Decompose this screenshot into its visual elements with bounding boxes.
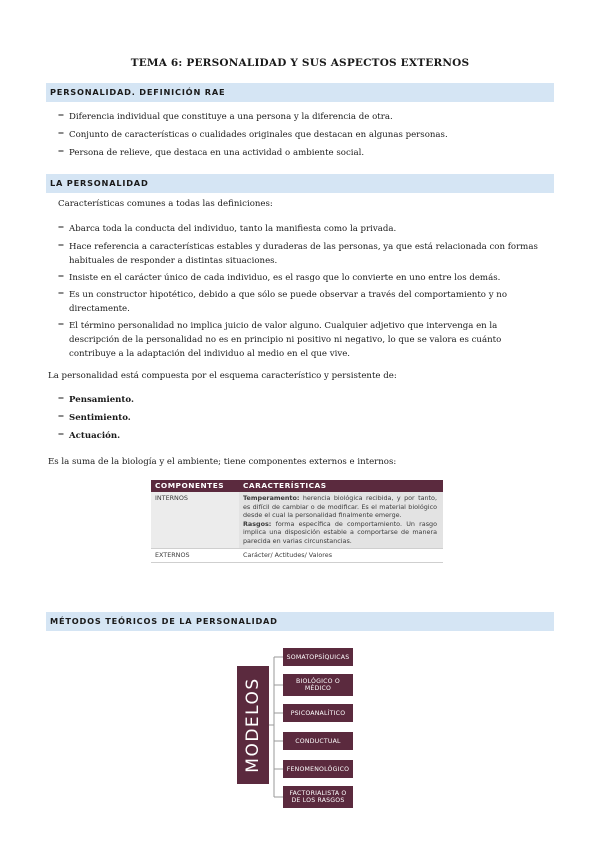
list-item: ‒ Diferencia individual que constituye a una persona y la diferencia de otra.	[58, 110, 448, 124]
model-box-somatopsiquicas	[283, 648, 353, 666]
model-box-factorialista	[283, 786, 353, 808]
list-item: ‒ Hace referencia a características estables y duraderas de las personas, ya que está relacionada con formas habituales de responder a distintas situaciones.	[58, 240, 538, 268]
list-item: ‒ Actuación.	[58, 429, 134, 443]
model-label: FACTORIALISTA O DE LOS RASGOS	[289, 790, 347, 804]
characteristics-intro: Características comunes a todas las definiciones:	[58, 199, 273, 209]
table-cell-characteristics	[239, 492, 443, 548]
model-box-fenomenologico	[283, 760, 353, 778]
models-root-label: MODELOS	[243, 677, 263, 773]
table-header-cell: CARACTERÍSTICAS	[243, 481, 327, 490]
list-item: ‒ Abarca toda la conducta del individuo, tanto la manifiesta como la privada.	[58, 222, 538, 236]
model-label: PSICOANALÍTICO	[290, 709, 346, 717]
components-list	[58, 393, 134, 443]
model-box-psicoanalitico	[283, 704, 353, 722]
section-heading-personalidad: LA PERSONALIDAD	[46, 174, 554, 193]
characteristics-list	[58, 222, 538, 361]
model-label: CONDUCTUAL	[295, 737, 341, 745]
list-item: ‒ Conjunto de características o cualidades originales que destacan en algunas personas.	[58, 128, 448, 142]
temperamento-text: herencia biológica recibida, y por tanto, es difícil de cambiar o de modificar. Es el material biológico desde el cual la personalidad finalmente emerge.	[243, 494, 437, 520]
section-heading-metodos: MÉTODOS TEÓRICOS DE LA PERSONALIDAD	[46, 612, 554, 631]
table-header-cell: COMPONENTES	[155, 481, 225, 490]
composition-text: La personalidad está compuesta por el esquema característico y persistente de:	[48, 371, 397, 381]
table-cell-characteristics: Carácter/ Actitudes/ Valores	[243, 550, 333, 559]
table-header-row	[151, 480, 443, 492]
model-label: SOMATOPSÍQUICAS	[286, 653, 350, 661]
list-item: ‒ Es un constructor hipotético, debido a que sólo se puede observar a través del comportamiento y no directamente.	[58, 288, 538, 316]
list-item: ‒ Pensamiento.	[58, 393, 134, 407]
rae-definitions-list	[58, 110, 448, 160]
rasgos-text: forma específica de comportamiento. Un rasgo implica una disposición estable a comportarse de manera parecida en varias circunstancias.	[243, 519, 437, 545]
table-cell-component: INTERNOS	[155, 494, 188, 502]
model-label: FENOMENOLÓGICO	[286, 765, 350, 773]
table-cell-component: EXTERNOS	[155, 550, 190, 559]
page-title: TEMA 6: PERSONALIDAD Y SUS ASPECTOS EXTERNOS	[130, 57, 470, 69]
model-box-biologico	[283, 674, 353, 696]
rasgos-label: Rasgos:	[243, 519, 272, 528]
table-row	[151, 492, 443, 549]
model-label: BIOLÓGICO O MÉDICO	[296, 678, 340, 692]
section-heading-rae: PERSONALIDAD. DEFINICIÓN RAE	[46, 83, 554, 102]
sum-text: Es la suma de la biología y el ambiente; tiene componentes externos e internos:	[48, 457, 397, 467]
temperamento-label: Temperamento:	[243, 494, 300, 502]
list-item: ‒ El término personalidad no implica juicio de valor alguno. Cualquier adjetivo que intervenga en la descripción de la personalidad no es en principio ni positivo ni negativo, lo que se valora es cuánto contribuye a la adaptación del individuo al medio en el que vive.	[58, 319, 538, 361]
components-table	[151, 480, 443, 563]
list-item: ‒ Sentimiento.	[58, 411, 134, 425]
list-item: ‒ Persona de relieve, que destaca en una actividad o ambiente social.	[58, 146, 448, 160]
table-row	[151, 549, 443, 563]
model-box-conductual	[283, 732, 353, 750]
list-item: ‒ Insiste en el carácter único de cada individuo, es el rasgo que lo convierte en uno entre los demás.	[58, 271, 538, 285]
